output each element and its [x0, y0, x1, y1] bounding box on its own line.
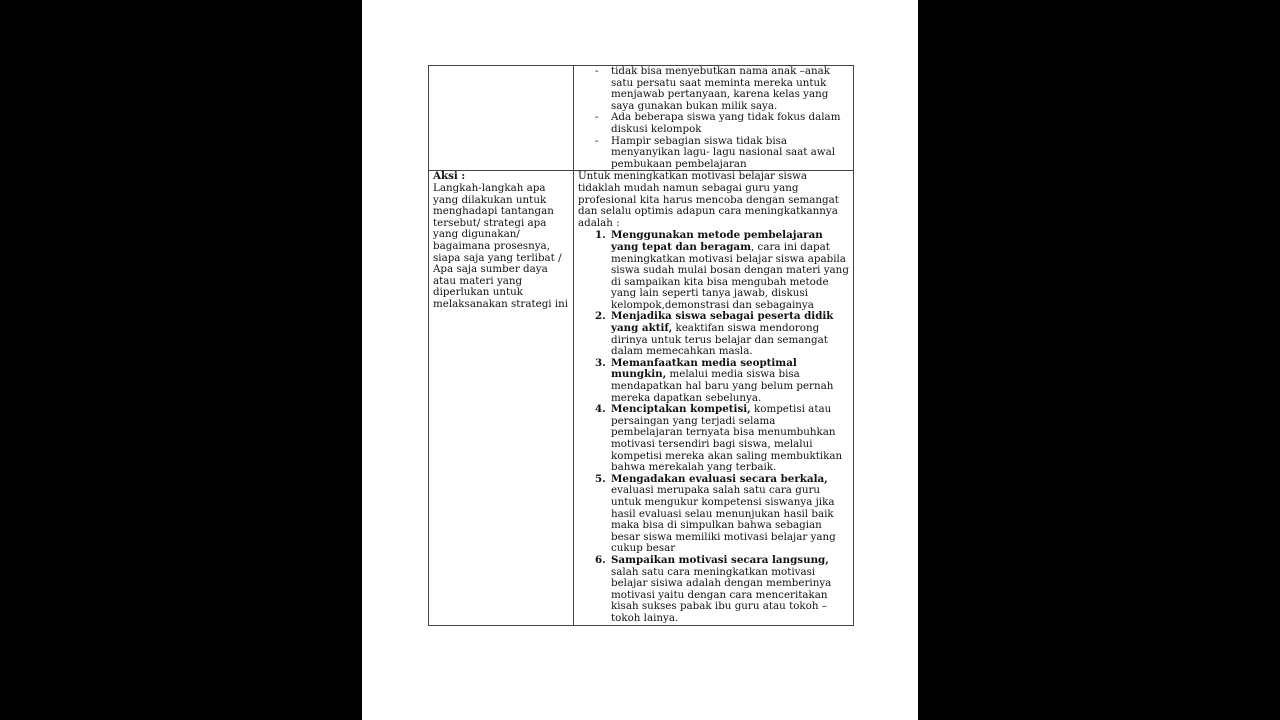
step-text: melalui media siswa bisa mendapatkan hal baru yang belum pernah mereka dapatkan sebelunya. — [611, 368, 834, 404]
list-item — [595, 310, 849, 358]
step-title: Menggunakan metode pembelajaran yang tepat dan beragam — [611, 229, 823, 253]
list-item: - Ada beberapa siswa yang tidak fokus dalam diskusi kelompok — [611, 112, 849, 135]
table-cell-aksi-label — [429, 171, 574, 625]
table-cell-empty — [429, 66, 574, 171]
step-text: kompetisi atau persaingan yang terjadi selama pembelajaran ternyata bisa menumbuhkan motivasi tersendiri bagi siswa, melalui kompetisi mereka akan saling membuktikan bahwa merekalah yang terbaik. — [611, 403, 843, 474]
aksi-description: Langkah-langkah apa yang dilakukan untuk menghadapi tantangan tersebut/ strategi apa yang digunakan/ bagaimana prosesnya, siapa saja yang terlibat / Apa saja sumber daya atau materi yang diperlukan untuk melaksanakan strategi ini — [433, 181, 569, 310]
step-number: 2. — [595, 310, 606, 323]
step-title: Menciptakan kompetisi, — [611, 403, 751, 416]
challenge-list — [578, 66, 849, 170]
step-number: 4. — [595, 403, 606, 416]
table-cell-challenges — [574, 66, 854, 171]
step-text: , cara ini dapat meningkatkan motivasi belajar siswa apabila siswa sudah mulai bosan dengan materi yang di sampaikan kita bisa mengubah metode yang lain seperti tanya jawab, diskusi kelompok,demonstrasi dan sebagainya — [611, 240, 849, 311]
step-number: 3. — [595, 356, 606, 369]
list-item — [595, 229, 849, 311]
aksi-intro: Untuk meningkatkan motivasi belajar siswa tidaklah mudah namun sebagai guru yang profesional kita harus mencoba dengan semangat dan selalu optimis adapun cara meningkatkannya adalah : — [578, 170, 839, 229]
step-number: 1. — [595, 229, 606, 242]
step-title: Mengadakan evaluasi secara berkala, — [611, 472, 828, 485]
step-text: keaktifan siswa mendorong dirinya untuk terus belajar dan semangat dalam memecahkan masla. — [611, 322, 828, 358]
step-text: salah satu cara meningkatkan motivasi belajar sisiwa adalah dengan memberinya motivasi yaitu dengan cara menceritakan kisah sukses pabak ibu guru atau tokoh – tokoh lainya. — [611, 565, 832, 624]
list-item: - tidak bisa menyebutkan nama anak –anak satu persatu saat meminta mereka untuk menjawab pertanyaan, karena kelas yang saya gunakan bukan milik saya. — [611, 66, 849, 112]
step-text: evaluasi merupaka salah satu cara guru untuk mengukur kompetensi siswanya jika hasil evaluasi selau menunjukan hasil baik maka bisa di simpulkan bahwa sebagian besar siswa memiliki motivasi belajar yang cukup besar — [611, 484, 836, 555]
aksi-heading: Aksi : — [433, 170, 466, 183]
list-item — [595, 403, 849, 474]
strategy-list — [578, 230, 849, 624]
table-row — [429, 66, 854, 171]
list-item — [595, 553, 849, 625]
step-number: 6. — [595, 553, 606, 566]
step-title: Sampaikan motivasi secara langsung, — [611, 553, 829, 566]
list-item — [595, 356, 849, 404]
step-title: Menjadika siswa sebagai peserta didik yang aktif, — [611, 310, 834, 335]
document-page — [362, 0, 918, 720]
step-title: Memanfaatkan media seoptimal mungkin, — [611, 356, 797, 381]
reflection-table — [428, 65, 854, 626]
table-row — [429, 171, 854, 625]
list-item: - Hampir sebagian siswa tidak bisa menyanyikan lagu- lagu nasional saat awal pembukaan pembelajaran — [611, 136, 849, 171]
step-number: 5. — [595, 472, 606, 485]
list-item — [595, 472, 849, 555]
table-cell-aksi-content — [574, 171, 854, 625]
